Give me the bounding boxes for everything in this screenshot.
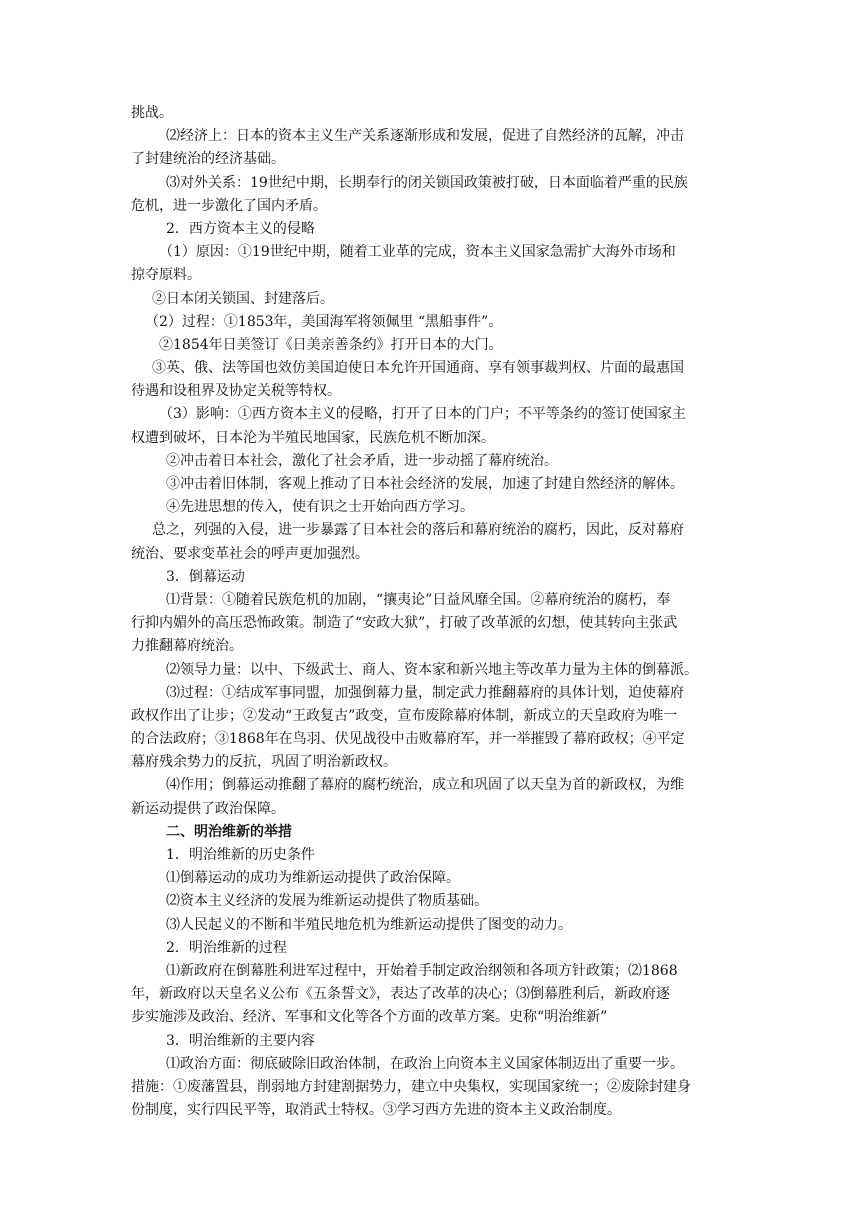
text-line: ③冲击着旧体制，客观上推动了日本社会经济的发展，加速了封建自然经济的解体。	[166, 476, 684, 492]
text-line: 3．倒幕运动	[166, 568, 245, 585]
text-line: 待遇和设租界及协定关税等特权。	[131, 383, 341, 400]
text-line: 挑战。	[131, 105, 173, 121]
text-line: ②1854年日美签订《日美亲善条约》打开日本的大门。	[159, 336, 503, 353]
text-line: 3．明治维新的主要内容	[166, 1032, 315, 1049]
text-line: ⑴新政府在倒幕胜利进军过程中，开始着手制定政治纲领和各项方针政策；⑵1868	[166, 962, 678, 979]
text-line: ⑴倒幕运动的成功为维新运动提供了政治保障。	[166, 870, 460, 887]
text-line: 2．明治维新的过程	[166, 939, 287, 956]
text-line: 1．明治维新的历史条件	[166, 847, 315, 863]
section-heading: 二、明治维新的举措	[166, 823, 292, 840]
text-line: 步实施涉及政治、经济、军事和文化等各个方面的改革方案。史称“明治维新”	[131, 1009, 608, 1026]
text-line: ④先进思想的传入，使有识之士开始向西方学习。	[166, 499, 474, 516]
text-line: 新运动提供了政治保障。	[131, 800, 285, 817]
text-line: 措施：①废藩置县，削弱地方封建割据势力，建立中央集权，实现国家统一；②废除封建身	[131, 1078, 691, 1095]
text-line: ⑶人民起义的不断和半殖民地危机为维新运动提供了图变的动力。	[166, 916, 572, 933]
text-line: ③英、俄、法等国也效仿美国迫使日本允许开国通商、享有领事裁判权、片面的最惠国	[152, 360, 684, 377]
document-page	[131, 102, 737, 1122]
text-line: 幕府残余势力的反抗，巩固了明治新政权。	[131, 754, 397, 771]
text-line: ⑵领导力量：以中、下级武士、商人、资本家和新兴地主等改革力量为主体的倒幕派。	[166, 661, 698, 678]
text-line: 2．西方资本主义的侵略	[166, 220, 315, 237]
text-line: 了封建统治的经济基础。	[131, 151, 285, 168]
text-line: 行抑内媚外的高压恐怖政策。制造了“安政大狱”，打破了改革派的幻想，使其转向主张武	[131, 615, 678, 632]
text-line: 份制度，实行四民平等，取消武士特权。③学习西方先进的资本主义政治制度。	[131, 1102, 621, 1119]
text-line: ②冲击着日本社会，激化了社会矛盾，进一步动摇了幕府统治。	[166, 452, 558, 469]
text-line: 政权作出了让步；②发动“王政复古”政变，宣布废除幕府体制，新成立的天皇政府为唯一	[131, 707, 678, 724]
text-line: 掠夺原料。	[131, 267, 201, 284]
text-line: （2）过程：①1853年，美国海军将领佩里 “黑船事件”。	[145, 313, 503, 330]
text-line: ⑵资本主义经济的发展为维新运动提供了物质基础。	[166, 893, 488, 910]
text-line: 统治、要求变革社会的呼声更加强烈。	[131, 545, 369, 562]
text-line: 的合法政府；③1868年在鸟羽、伏见战役中击败幕府军，并一举摧毁了幕府政权；④平定	[131, 731, 685, 748]
text-line: ⑷作用；倒幕运动推翻了幕府的腐朽统治，成立和巩固了以天皇为首的新政权，为维	[166, 777, 684, 794]
text-line: （3）影响：①西方资本主义的侵略，打开了日本的门户；不平等条约的签订使国家主	[159, 406, 686, 423]
text-line: ⑵经济上：日本的资本主义生产关系逐渐形成和发展，促进了自然经济的瓦解，冲击	[166, 128, 684, 145]
text-line: ⑶过程：①结成军事同盟，加强倒幕力量，制定武力推翻幕府的具体计划，迫使幕府	[166, 684, 684, 701]
text-line: 总之，列强的入侵，进一步暴露了日本社会的落后和幕府统治的腐朽，因此，反对幕府	[152, 522, 684, 539]
text-line: 力推翻幕府统治。	[131, 638, 243, 655]
text-line: ②日本闭关锁国、封建落后。	[152, 290, 334, 307]
text-line: 权遭到破坏，日本沦为半殖民地国家，民族危机不断加深。	[131, 429, 495, 446]
text-line: ⑴政治方面：彻底破除旧政治体制，在政治上向资本主义国家体制迈出了重要一步。	[166, 1055, 684, 1072]
text-line: ⑴背景：①随着民族危机的加剧，“攘夷论”日益风靡全国。②幕府统治的腐朽，奉	[166, 591, 671, 608]
text-line: 危机，进一步激化了国内矛盾。	[131, 197, 327, 214]
text-line: ⑶对外关系：19世纪中期，长期奉行的闭关锁国政策被打破，日本面临着严重的民族	[166, 174, 688, 191]
text-line: （1）原因：①19世纪中期，随着工业革的完成，资本主义国家急需扩大海外市场和	[159, 244, 676, 261]
text-line: 年，新政府以天皇名义公布《五条誓文》，表达了改革的决心；⑶倒幕胜利后，新政府逐	[131, 986, 670, 1003]
